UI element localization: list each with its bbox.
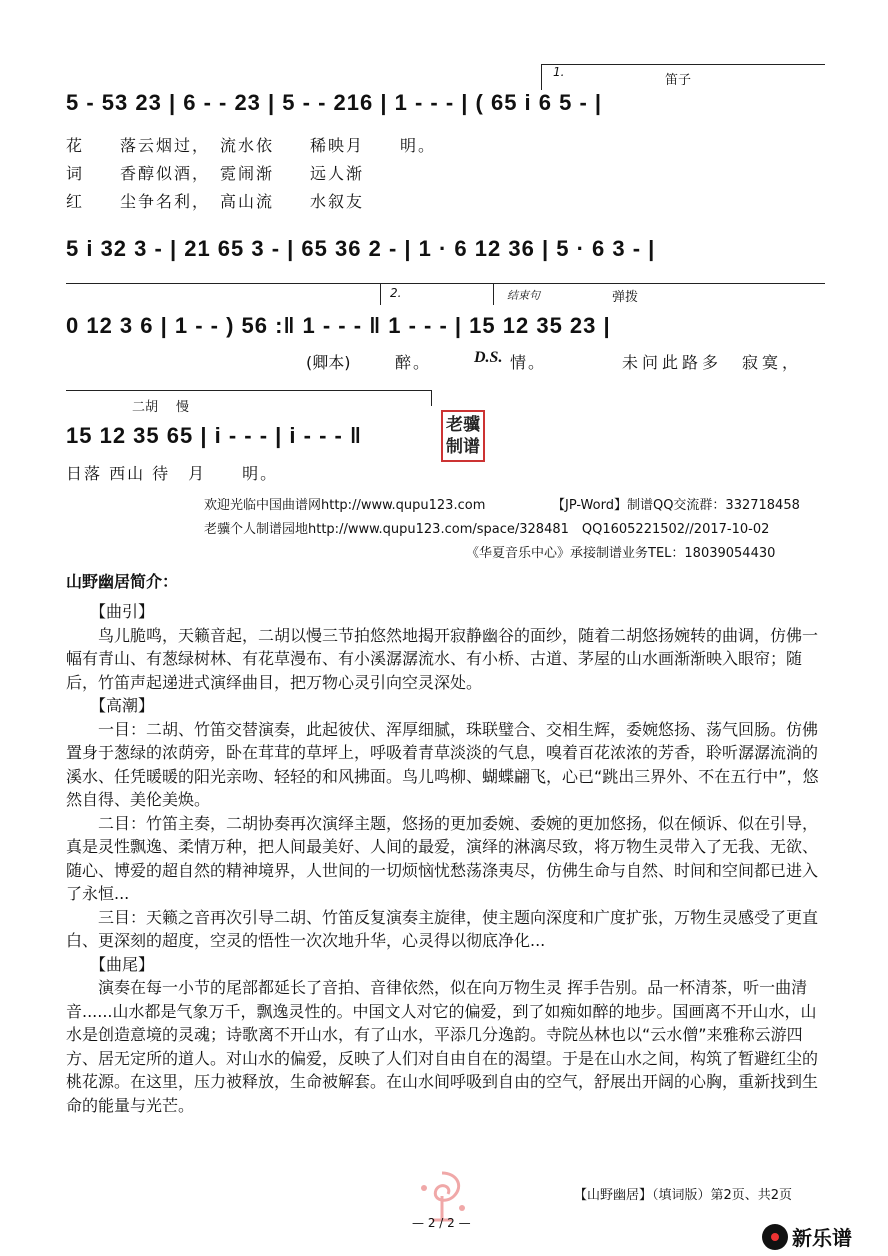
erhu-label: 二胡 (132, 400, 159, 415)
section-intro-text: 鸟儿脆鸣，天籁音起，二胡以慢三节拍悠然地揭开寂静幽谷的面纱，随着二胡悠扬婉转的曲调，仿佛一幅有青山、有葱绿树林、有花草漫布、有小溪潺潺流水、有小桥、古道、茅屋的山水画渐渐映入眼帘；随后，竹笛声起递进式演绎曲目，把万物心灵引向空灵深处。 (66, 625, 819, 692)
lyrics-row4: 日落 西山 待 月 明。 (66, 464, 279, 483)
score-row-1: 5 - 53 23 | 6 - - 23 | 5 - - 216 | 1 - - - | ( 65 i 6 5 - | (66, 90, 603, 115)
ending-bracket-left (493, 283, 494, 305)
section-heading-ending: 【曲尾】 (90, 954, 155, 974)
website-link-text: 欢迎光临中国曲谱网http://www.qupu123.com (204, 498, 486, 513)
lyrics-row3-zui: 醉。 (395, 353, 432, 372)
lyrics-row3-tail: 未问此路多 寂寞， (622, 353, 803, 372)
qq-group-text: 【JP-Word】制谱QQ交流群：332718458 (552, 498, 800, 513)
climax-part-1: 一目：二胡、竹笛交替演奏，此起彼伏、浑厚细腻，珠联璧合、交相生辉，委婉悠扬、荡气回肠。仿佛置身于葱绿的浓荫旁，卧在茸茸的草坪上，呼吸着青草淡淡的气息，嗅着百花浓浓的芳香，聆听潺潺流淌的溪水、任凭暖暖的阳光亲吻、轻轻的和风拂面。鸟儿鸣柳、蝴蝶翩飞，心已“跳出三界外、不在五行中”，悠然自得、美伦美焕。 (66, 719, 819, 809)
ds-mark: D.S. (474, 349, 503, 366)
personal-space-text: 老骥个人制谱园地http://www.qupu123.com/space/328481 QQ1605221502//2017-10-02 (204, 522, 770, 537)
seal-line-2: 制谱 (446, 437, 480, 457)
lyrics-row3-qing: 情。 (510, 353, 547, 372)
contact-tel-text: 《华夏音乐中心》承接制谱业务TEL：18039054430 (466, 546, 776, 561)
lyrics-verse-1: 花 落云烟过， 流水依 稀映月 明。 (66, 136, 437, 155)
section-ending-text: 演奏在每一小节的尾部都延长了音拍、音律依然，似在向万物生灵 挥手告别。品一杯清茶，听一曲清音......山水都是气象万千，飘逸灵性的。中国文人对它的偏爱，到了如痴如醉的地步。国画离不开山水，山水是创造意境的灵魂；诗歌离不开山水，有了山水，平添几分逸韵。寺院丛林也以“云水僧”来雅称云游四方、居无定所的道人。对山水的偏爱，反映了人们对自由自在的渴望。于是在山水之间，构筑了暂避红尘的桃花源。在这里，压力被释放，生命被解套。在山水间呼吸到自由的空气，舒展出开阔的心胸，重新找到生命的能量与光芒。 (66, 978, 819, 1115)
climax-part-2: 二目：竹笛主奏，二胡协奏再次演绎主题，悠扬的更加委婉、委婉的更加悠扬，似在倾诉、似在引导，真是灵性飘逸、柔情万种，把人间最美好、人间的最爱，演绎的淋漓尽致，将万物生灵带入了无我、无欲、随心、博爱的超自然的精神境界，人世间的一切烦恼忧愁荡涤夷尽，仿佛生命与自然、时间和空间都已进入了永恒... (66, 813, 819, 903)
row4-bracket (66, 390, 431, 391)
row4-bracket-right (431, 390, 432, 406)
page-number: — 2 / 2 — (412, 1216, 471, 1230)
score-row-2: 5 i 32 3 - | 21 65 3 - | 65 36 2 - | 1 · 6 12 36 | 5 · 6 3 - | (66, 236, 656, 261)
intro-body (66, 600, 826, 1117)
vinyl-record-icon (762, 1224, 788, 1250)
section-heading-climax: 【高潮】 (90, 696, 155, 715)
page-title-footer: 【山野幽居】（填词版）第2页、共2页 (574, 1188, 793, 1203)
climax-part-3: 三目：天籁之音再次引导二胡、竹笛反复演奏主旋律，使主题向深度和广度扩张，万物生灵感受了更直白、更深刻的超度，空灵的悟性一次次地升华，心灵得以彻底净化... (66, 907, 819, 950)
pluck-label: 弹拨 (612, 290, 639, 305)
score-row-4: 15 12 35 65 | i - - - | i - - - ‖ (66, 423, 362, 448)
seal-line-1: 老骥 (446, 415, 480, 435)
brand-name: 新乐谱 (792, 1226, 852, 1250)
volta-1-bracket (541, 64, 825, 65)
instrument-flute-label: 笛子 (665, 73, 692, 88)
slow-label: 慢 (176, 400, 190, 415)
ending-phrase-label: 结束句 (507, 289, 540, 302)
arranger-seal (441, 410, 485, 462)
lyrics-verse-3: 红 尘争名利， 高山流 水叙友 (66, 192, 365, 211)
volta-1-bracket-left (541, 64, 542, 90)
score-row-3: 0 12 3 6 | 1 - - ) 56 :‖ 1 - - - ‖ 1 - - - | 15 12 35 23 | (66, 313, 611, 338)
intro-title: 山野幽居简介： (66, 572, 179, 591)
lyrics-verse-2: 词 香醇似酒， 霓闹渐 远人渐 (66, 164, 365, 183)
volta-1-label: 1. (553, 65, 565, 79)
section-heading-intro: 【曲引】 (90, 602, 155, 621)
lyrics-row3-qingben: (卿本) (306, 353, 351, 372)
volta-2-bracket (66, 283, 825, 284)
brand-badge (762, 1222, 852, 1251)
volta-2-bracket-left (380, 283, 381, 305)
volta-2-label: 2. (390, 286, 402, 300)
